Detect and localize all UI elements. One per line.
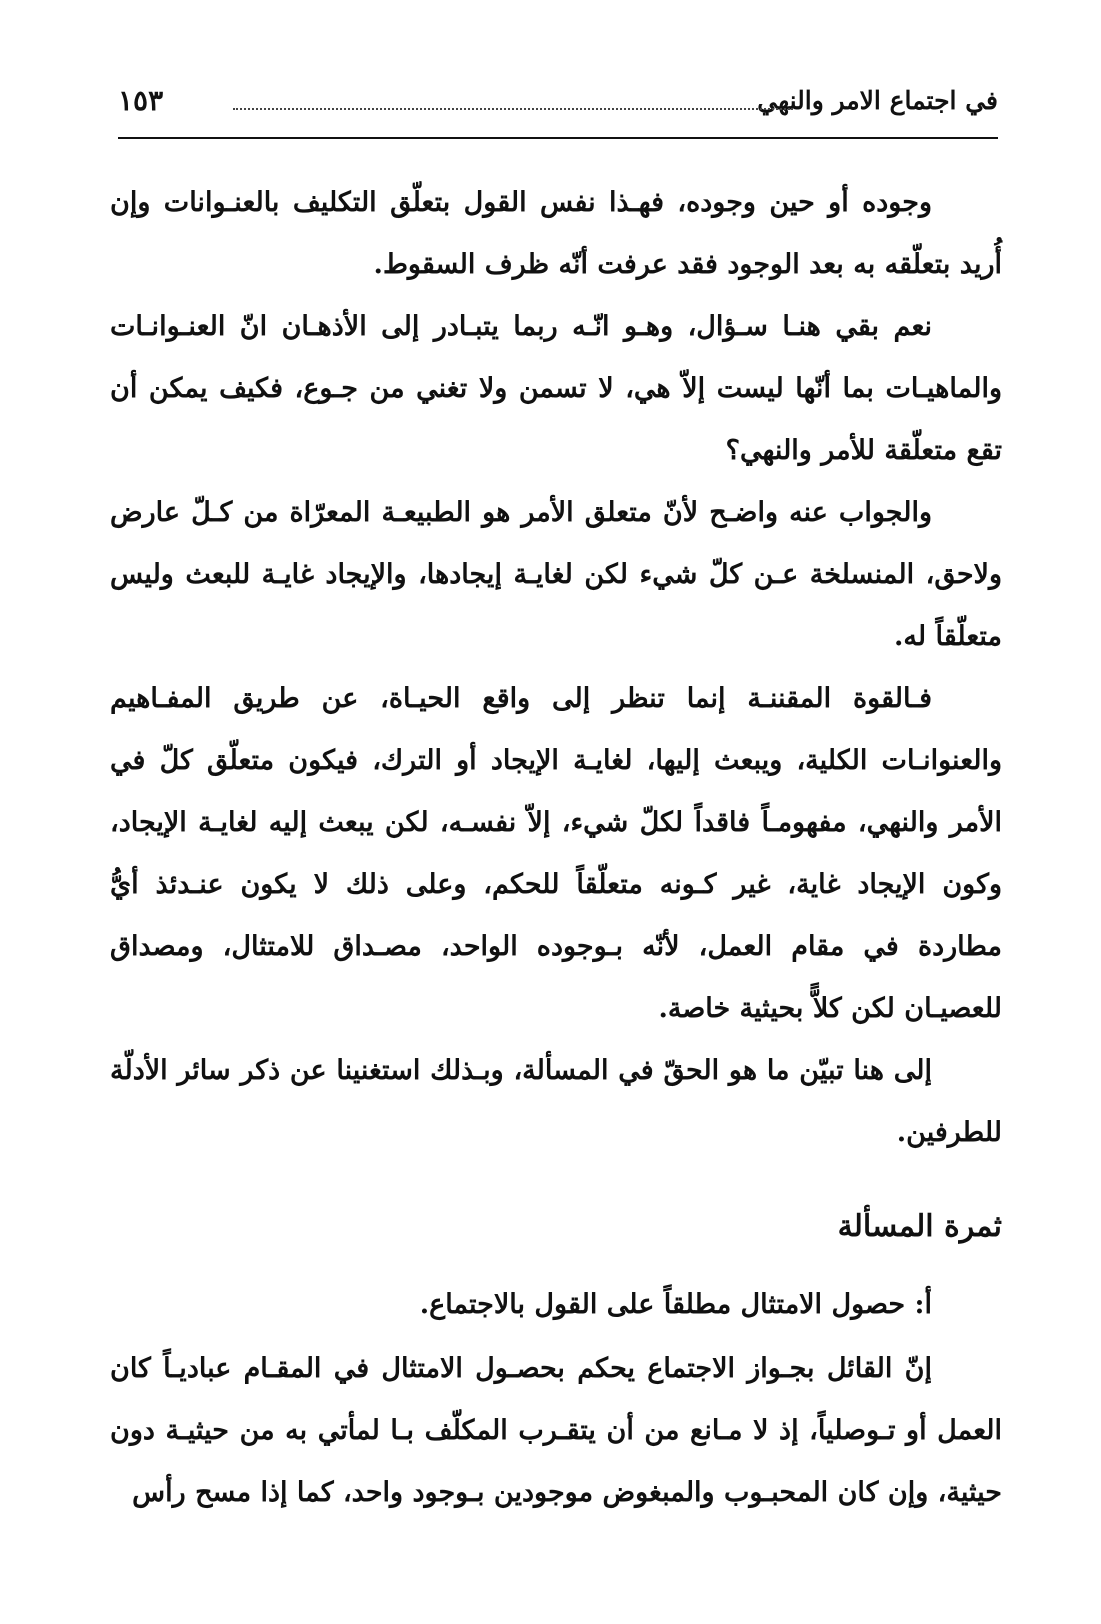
page-number: ١٥٣ bbox=[118, 84, 164, 117]
dotted-leader bbox=[233, 108, 793, 110]
paragraph-6: إنّ القائل بجـواز الاجتماع يحكم بحصـول الامتثال في المقـام عباديـاً كان العمل أو تـوصلياً، إذ لا مـانع من أن يتقـرب المكلّف بـا لمأتي به من حيثيـة دون حيثية، وإن كان المحبـوب والمبغوض موجودين بـوجود واحد، كما إذا مسح رأس bbox=[110, 1353, 1002, 1508]
section-heading: ثمرة المسألة bbox=[837, 1209, 1002, 1244]
paragraph-5: إلى هنا تبيّن ما هو الحقّ في المسألة، وبـذلك استغنينا عن ذكر سائر الأدلّة للطرفين. bbox=[110, 1055, 1002, 1148]
paragraph-1: وجوده أو حين وجوده، فهـذا نفس القول بتعلّق التكليف بالعنـوانات وإن أُريد بتعلّقه به بعد الوجود فقد عرفت أنّه ظرف السقوط. bbox=[110, 187, 1002, 280]
paragraph-2: نعم بقي هنـا سـؤال، وهـو انّـه ربما يتبـادر إلى الأذهـان انّ العنـوانـات والماهيـات بما أنّها ليست إلاّ هي، لا تسمن ولا تغني من جـوع، فكيف يمكن أن تقع متعلّقة للأمر والنهي؟ bbox=[110, 311, 1002, 466]
paragraph-3: والجواب عنه واضـح لأنّ متعلق الأمر هو الطبيعـة المعرّاة من كـلّ عارض ولاحق، المنسلخة عـن كلّ شيء لكن لغايـة إيجادها، والإيجاد غايـة للبعث وليس متعلّقاً له. bbox=[110, 497, 1002, 652]
page-header bbox=[118, 78, 998, 128]
page-body bbox=[110, 172, 1002, 1524]
running-title: في اجتماع الامر والنهي bbox=[757, 86, 998, 115]
section-subheading: أ: حصول الامتثال مطلقاً على القول بالاجتماع. bbox=[419, 1289, 932, 1320]
header-divider bbox=[118, 137, 998, 139]
paragraph-4: فـالقوة المقننـة إنما تنظر إلى واقع الحيـاة، عن طريق المفـاهيم والعنوانـات الكلية، ويبعث إليها، لغايـة الإيجاد أو الترك، فيكون متعلّق كلّ في الأمر والنهي، مفهومـاً فاقداً لكلّ شيء، إلاّ نفسـه، لكن يبعث إليه لغايـة الإيجاد، وكون الإيجاد غاية، غير كـونه متعلّقاً للحكم، وعلى ذلك لا يكون عنـدئذ أيُّ مطاردة في مقام العمل، لأنّه بـوجوده الواحد، مصـداق للامتثال، ومصداق للعصيـان لكن كلاًّ بحيثية خاصة. bbox=[110, 683, 1002, 1024]
